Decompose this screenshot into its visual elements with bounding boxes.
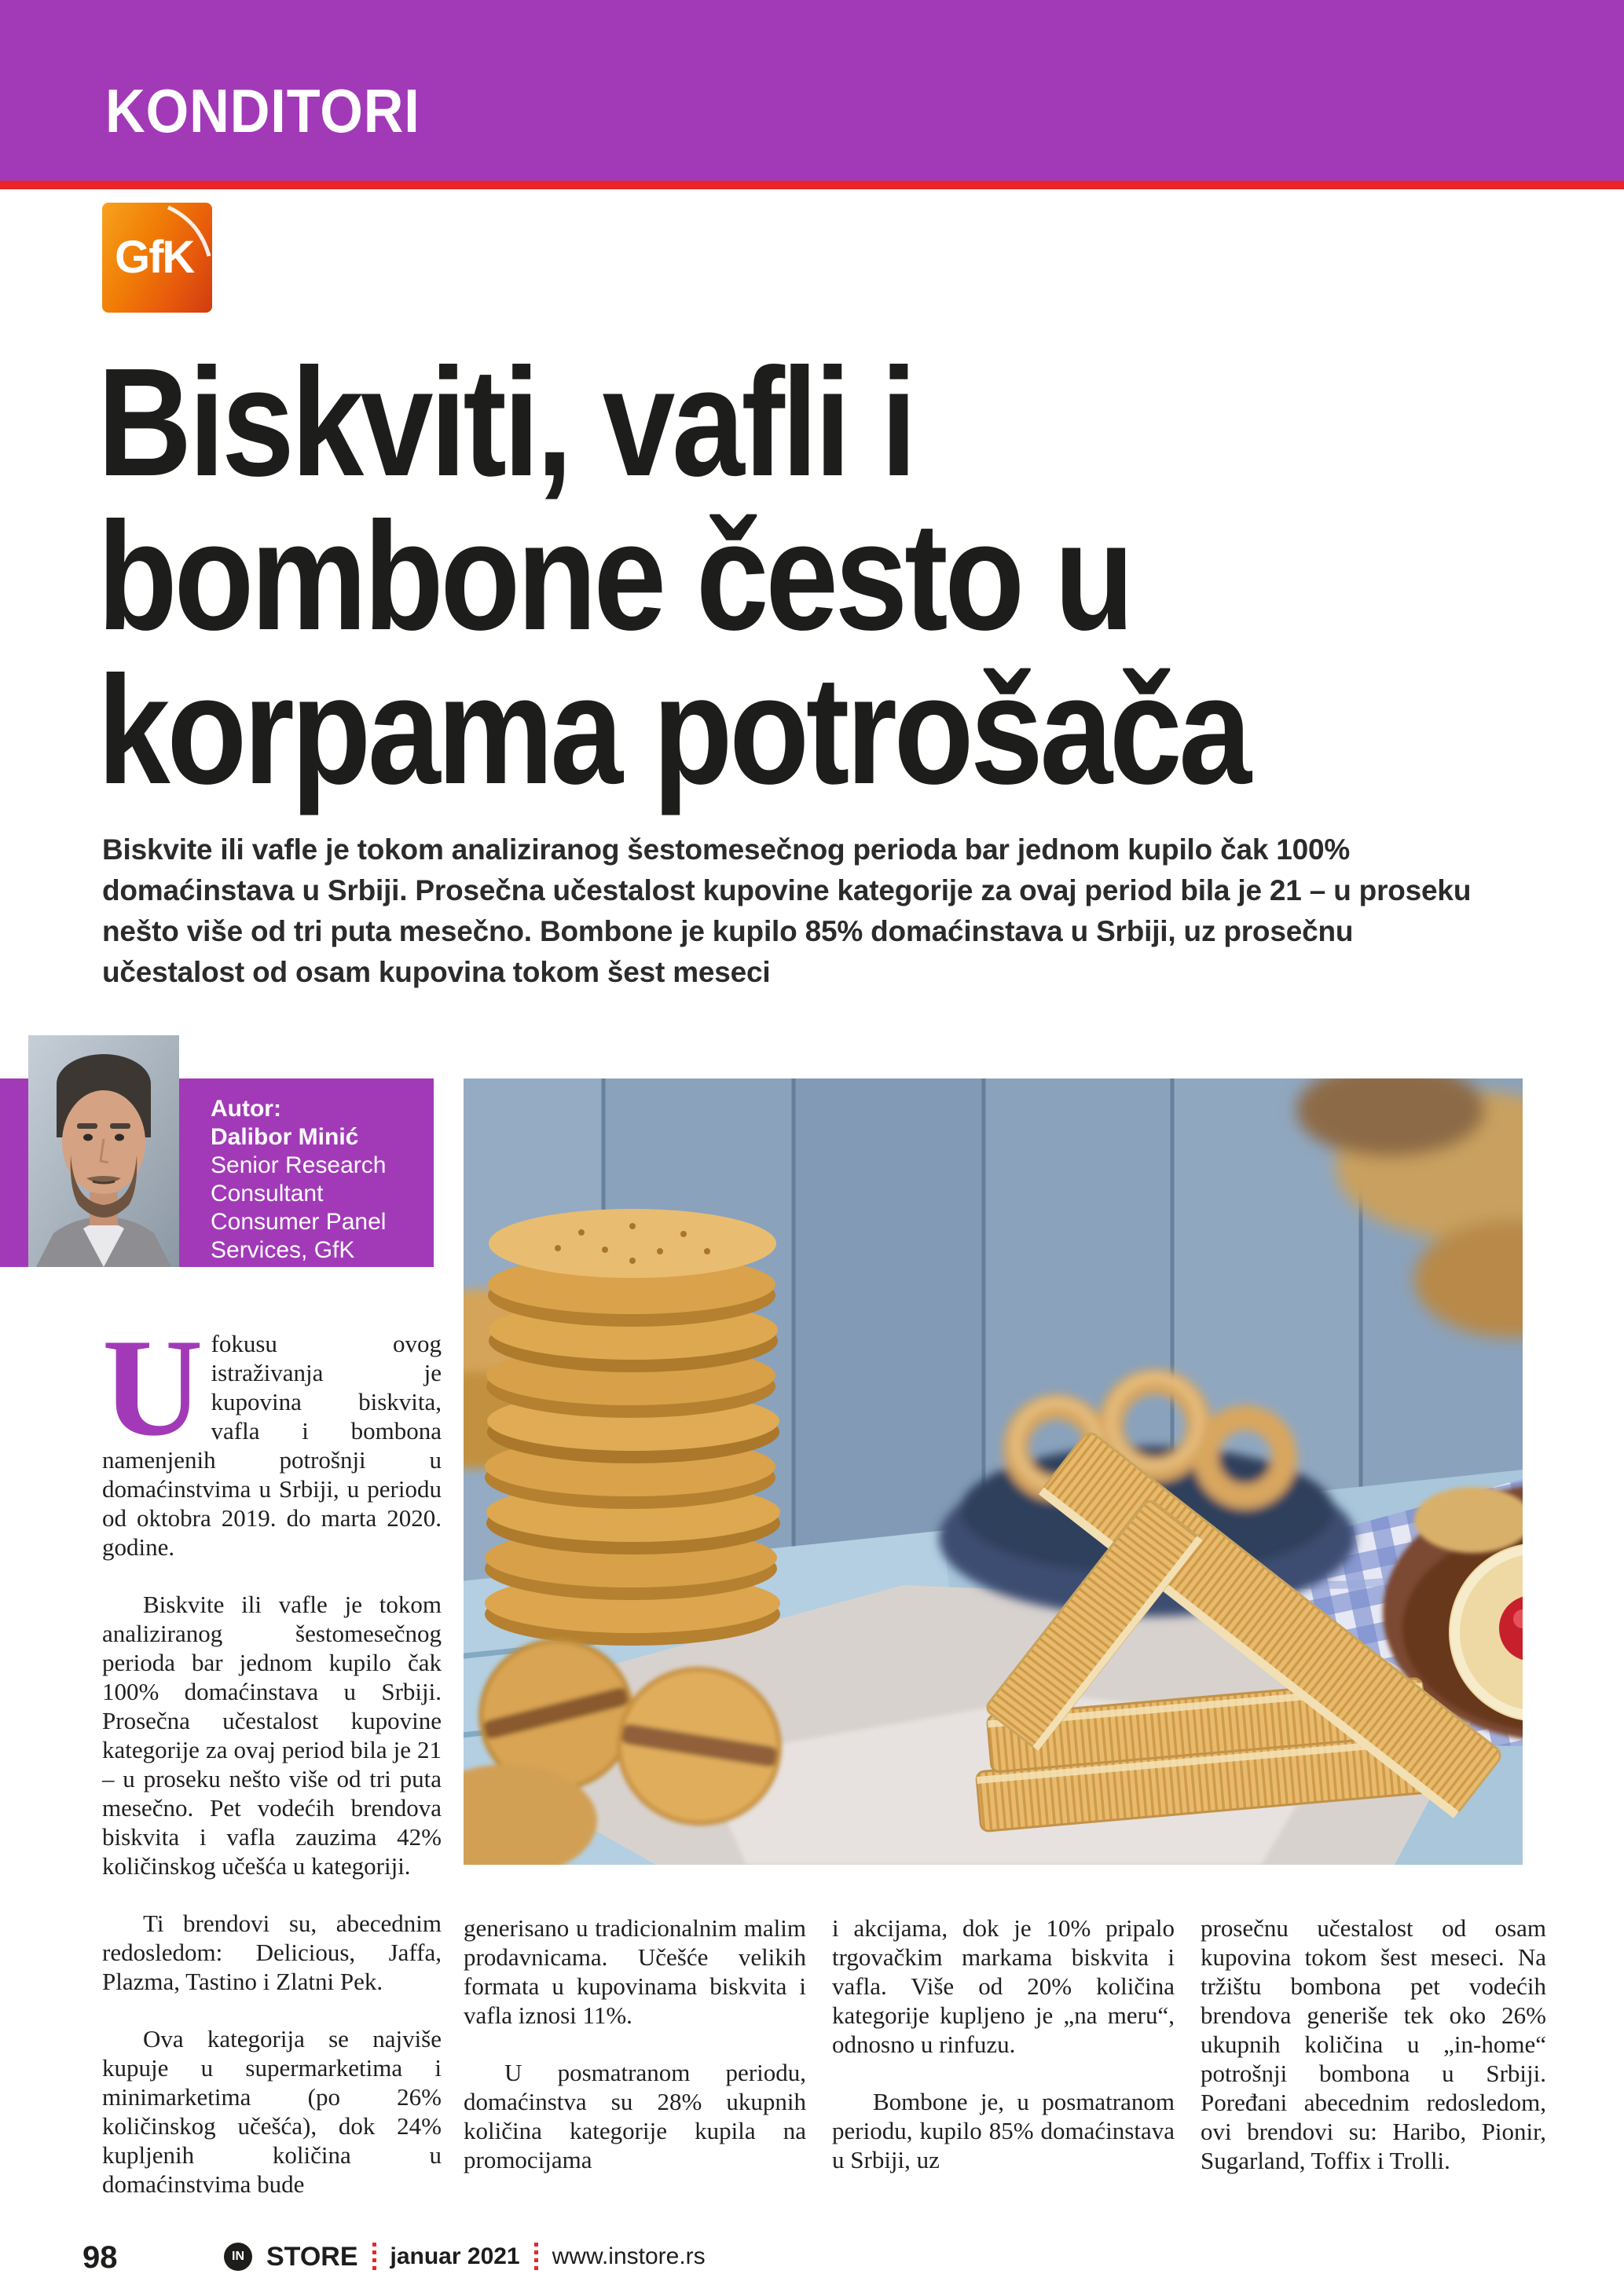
headline-line-1: Biskviti, vafli i [97, 336, 914, 508]
paragraph: Bombone je, u posmatranom periodu, kupilo 85% domaćinstava u Srbiji, uz [832, 2088, 1175, 2173]
website-url: www.instore.rs [552, 2243, 706, 2269]
paragraph: U posmatranom periodu, domaćinstva su 28% ukupnih količina kategorije kupila na promocijama [464, 2059, 806, 2173]
footer-dotted-separator [372, 2243, 376, 2271]
author-role-line: Services, GfK [211, 1237, 355, 1263]
article-column-3 [832, 1913, 1175, 2174]
issue-date: januar 2021 [390, 2243, 520, 2269]
section-banner [0, 0, 1624, 181]
instore-logo-wordmark: STORE [266, 2241, 358, 2272]
author-name: Dalibor Minić [211, 1124, 359, 1150]
paragraph [102, 1309, 442, 1562]
header-divider-rule [0, 181, 1624, 189]
paragraph: Ti brendovi su, abecednim redosledom: Delicious, Jaffa, Plazma, Tastino i Zlatni Pek. [102, 1910, 442, 1995]
paragraph: prosečnu učestalost od osam kupovina tokom šest meseci. Na tržištu bombona pet vodećih brendova generiše tek oko 26% ukupnih količina u „in-home“ potrošnji bombona u Srbiji. Poređani abecednim redosledom, ovi brendovi su: Haribo, Pionir, Sugarland, Toffix i Trolli. [1201, 1914, 1546, 2174]
instore-logo-icon: IN [224, 2243, 252, 2271]
section-label: KONDITORI [105, 76, 420, 145]
drop-cap: U [102, 1309, 200, 1465]
article-column-1 [102, 1309, 442, 2199]
author-role-line: Consumer Panel [211, 1209, 387, 1235]
gfk-logo [102, 203, 212, 313]
author-role-line: Senior Research [211, 1152, 387, 1178]
article-column-4 [1201, 1913, 1546, 2175]
article-headline [97, 336, 1567, 816]
gfk-logo-text: GfK [115, 232, 194, 283]
author-role-line: Consultant [211, 1181, 324, 1207]
article-standfirst: Biskvite ili vafle je tokom analiziranog šestomesečnog perioda bar jednom kupilo čak 100% domaćinstava u Srbiji. Prosečna učestalost kupovine kategorije za ovaj period bila je 21 – u proseku nešto više od tri puta mesečno. Bombone je kupilo 85% domaćinstava u Srbiji, uz prosečnu učestalost od osam kupovina tokom šest meseci [102, 833, 1472, 988]
headline-line-3: korpama potrošača [97, 644, 1248, 816]
footer [224, 2239, 706, 2275]
article-column-2 [464, 1913, 806, 2174]
paragraph: Biskvite ili vafle je tokom analiziranog šestomesečnog perioda bar jednom kupilo čak 100% domaćinstava u Srbiji. Prosečna učestalost kupovine kategorije za ovaj period bila je 21 – u proseku nešto više od tri puta mesečno. Pet vodećih brendova biskvita i vafla zauzima 42% količinskog učešća u kategoriji. [102, 1591, 442, 1880]
paragraph-text: fokusu ovog istraživanja je kupovina biskvita, vafla i bombona namenjenih potrošnji u domaćinstvima u Srbiji, u periodu od oktobra 2019. do marta 2020. godine. [102, 1330, 442, 1561]
author-portrait-photo [28, 1035, 179, 1267]
paragraph: i akcijama, dok je 10% pripalo trgovačkim markama biskvita i vafla. Više od 20% količina kategorije kupljeno je „na meru“, odnosno u rinfuzu. [832, 1914, 1175, 2058]
headline-line-2: bombone često u [97, 490, 1131, 662]
page-number: 98 [82, 2240, 118, 2275]
hero-photo-biscuits-and-wafers [464, 1078, 1523, 1865]
paragraph: generisano u tradicionalnim malim prodavnicama. Učešće velikih formata u kupovinama biskvita i vafla iznosi 11%. [464, 1914, 806, 2029]
footer-dotted-separator [534, 2243, 538, 2271]
author-label: Autor: [211, 1096, 281, 1122]
paragraph: Ova kategorija se najviše kupuje u supermarketima i minimarketima (po 26% količinskog učešća), dok 24% kupljenih količina u domaćinstvima bude [102, 2025, 442, 2198]
author-credit [211, 1095, 386, 1265]
